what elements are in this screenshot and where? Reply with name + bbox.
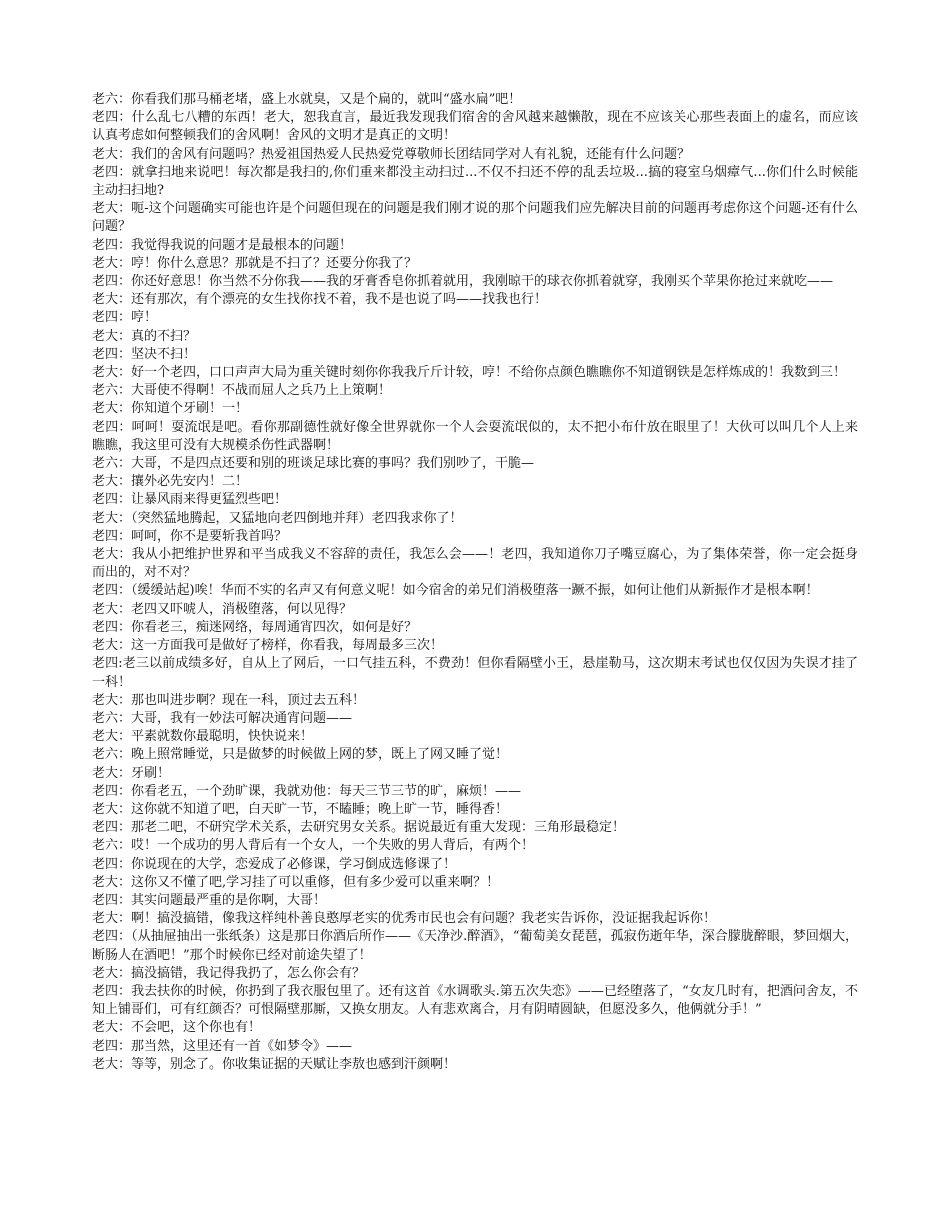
dialogue-line: 老大：真的不扫？: [92, 328, 197, 344]
dialogue-line: 老四：其实问题最严重的是你啊，大哥！: [92, 892, 327, 908]
dialogue-line: 老大：还有那次，有个漂亮的女生找你找不着，我不是也说了吗——找我也行！: [92, 292, 548, 308]
dialogue-line: 老四：呵呵，你不是要斩我首吗？: [92, 528, 288, 544]
dialogue-line: 老大：搞没搞错，我记得我扔了，怎么你会有？: [92, 965, 366, 981]
dialogue-line: 老大：我们的舍风有问题吗？热爱祖国热爱人民热爱党尊敬师长团结同学对人有礼貌，还能有什么问题？: [92, 146, 691, 162]
dialogue-line: 老大：（突然猛地腾起，又猛地向老四倒地并拜）老四我求你了！: [92, 510, 463, 526]
dialogue-line: 老六：你看我们那马桶老堵，盛上水就臭，又是个扁的，就叫“盛水扁”吧！: [92, 92, 522, 107]
dialogue-line: 老大：你知道个牙刷！一！: [92, 401, 249, 417]
dialogue-line: 老四：什么乱七八糟的东西！老大，恕我直言，最近我发现我们宿舍的舍风越来越懒散，现在不应该关心那些表面上的虚名，而应该认真考虑如何整顿我们的舍风啊！舍风的文明才是真正的文明！: [92, 110, 858, 144]
dialogue-line: 老大：牙刷！: [92, 765, 171, 781]
dialogue-line: 老大：这你又不懂了吧,学习挂了可以重修，但有多少爱可以重来啊？！: [92, 874, 500, 890]
dialogue-line: 老四:老三以前成绩多好，自从上了网后，一口气挂五科，不费劲！但你看隔壁小王，悬崖勒马，这次期末考试也仅仅因为失误才挂了一科！: [92, 656, 858, 690]
dialogue-line: 老四：我去扶你的时候，你扔到了我衣服包里了。还有这首《水调歌头.第五次失恋》——已经堕落了，“女友几时有，把酒问舍友，不知上铺哥们，可有红颜否？可恨隔壁那厮，又换女朋友。人有悲欢离合，月有阴晴圆缺，但愿没多久，他俩就分手！”: [92, 983, 858, 1018]
dialogue-line: 老四：那当然，这里还有一首《如梦令》——: [92, 1038, 353, 1054]
dialogue-line: 老四：哼！: [92, 310, 158, 326]
dialogue-line: 老四：坚决不扫！: [92, 346, 197, 362]
dialogue-line: 老六：大哥，不是四点还要和别的班谈足球比赛的事吗？我们别吵了，干脆—: [92, 456, 535, 472]
dialogue-line: 老大：这你就不知道了吧，白天旷一节，不瞌睡；晚上旷一节，睡得香！: [92, 801, 509, 817]
dialogue-line: 老四：你看老五，一个劲旷课，我就劝他：每天三节三节的旷，麻烦！——: [92, 783, 522, 799]
dialogue-line: 老大：等等，别念了。你收集证据的天赋让李敖也感到汗颜啊！: [92, 1056, 457, 1072]
dialogue-line: 老四：（从抽屉抽出一张纸条）这是那日你酒后所作——《天净沙.醉酒》，“葡萄美女琵琶，孤寂伤逝年华，深合朦胧醉眼，梦回烟大，断肠人在酒吧！”那个时候你已经对前途失望了！: [92, 929, 858, 963]
dialogue-line: 老大：攘外必先安内！二！: [92, 474, 249, 490]
dialogue-line: 老四：（缓缓站起)唉！华而不实的名声又有何意义呢！如今宿舍的弟兄们消极堕落一蹶不振，如何让他们从新振作才是根本啊！: [92, 583, 819, 599]
dialogue-line: 老大：老四又吓唬人，消极堕落，何以见得？: [92, 601, 353, 617]
dialogue-line: 老六：晚上照常睡觉，只是做梦的时候做上网的梦，既上了网又睡了觉！: [92, 747, 509, 763]
dialogue-line: 老大：好一个老四，口口声声大局为重关键时刻你你我我斤斤计较，哼！不给你点颜色瞧瞧你不知道钢铁是怎样炼成的！我数到三！: [92, 365, 847, 381]
dialogue-line: 老大：那也叫进步啊？现在一科，顶过去五科！: [92, 692, 366, 708]
document-body: [92, 91, 858, 1074]
dialogue-line: 老大：不会吧，这个你也有！: [92, 1020, 262, 1036]
dialogue-line: 老四：你看老三，痴迷网络，每周通宵四次，如何是好？: [92, 619, 418, 635]
dialogue-line: 老大：哼！你什么意思？那就是不扫了？还要分你我了？: [92, 255, 418, 271]
dialogue-line: 老六：哎！一个成功的男人背后有一个女人，一个失败的男人背后，有两个！: [92, 838, 535, 854]
dialogue-line: 老四：你还好意思！你当然不分你我——我的牙膏香皂你抓着就用，我刚晾干的球衣你抓着就穿，我刚买个苹果你抢过来就吃——: [92, 274, 834, 290]
dialogue-line: 老四：我觉得我说的问题才是最根本的问题！: [92, 237, 353, 253]
dialogue-line: 老大：平素就数你最聪明，快快说来！: [92, 729, 314, 745]
dialogue-line: 老六：大哥，我有一妙法可解决通宵问题——: [92, 710, 353, 726]
dialogue-line: 老四：呵呵！耍流氓是吧。看你那副德性就好像全世界就你一个人会耍流氓似的，太不把小布什放在眼里了！大伙可以叫几个人上来瞧瞧，我这里可没有大规模杀伤性武器啊！: [92, 419, 858, 453]
dialogue-line: 老大：啊！搞没搞错，像我这样纯朴善良憨厚老实的优秀市民也会有问题？我老实告诉你，没证据我起诉你！: [92, 911, 717, 927]
dialogue-line: 老六：大哥使不得啊！不战而屈人之兵乃上上策啊！: [92, 383, 392, 399]
dialogue-line: 老大：这一方面我可是做好了榜样，你看我，每周最多三次！: [92, 638, 444, 654]
dialogue-line: 老大：我从小把维护世界和平当成我义不容辞的责任，我怎么会——！老四，我知道你刀子嘴豆腐心，为了集体荣誉，你一定会挺身而出的，对不对？: [92, 547, 858, 581]
dialogue-line: 老四：你说现在的大学，恋爱成了必修课，学习倒成选修课了！: [92, 856, 457, 872]
dialogue-line: 老四：让暴风雨来得更猛烈些吧！: [92, 492, 288, 508]
dialogue-line: 老四：那老二吧，不研究学术关系，去研究男女关系。据说最近有重大发现：三角形最稳定！: [92, 820, 626, 836]
dialogue-line: 老大：呃-这个问题确实可能也许是个问题但现在的问题是我们刚才说的那个问题我们应先解决目前的问题再考虑你这个问题-还有什么问题？: [92, 201, 858, 235]
dialogue-line: 老四：就拿扫地来说吧！每次都是我扫的,你们重来都没主动扫过...不仅不扫还不停的乱丢垃圾...搞的寝室乌烟瘴气...你们什么时候能主动扫扫地?: [92, 164, 858, 199]
